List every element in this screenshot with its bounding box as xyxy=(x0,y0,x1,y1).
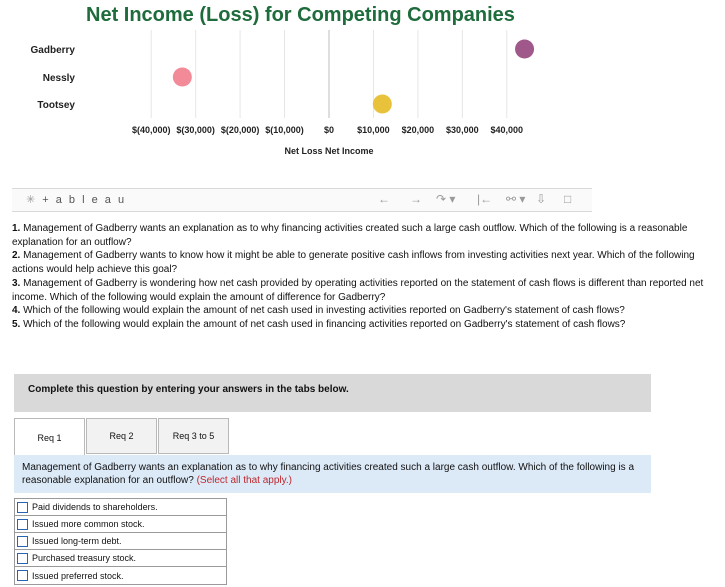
checkbox[interactable] xyxy=(17,570,28,581)
tableau-logo-icon: ✳ xyxy=(26,194,38,206)
instruction-bar xyxy=(14,374,651,412)
question-2: 2. Management of Gadberry wants to know how it might be able to generate positive cash inflows from investing activities next year. Which of the following actions would help achieve this goal? xyxy=(12,250,695,276)
prompt-text: Management of Gadberry wants an explanation as to why financing activities created such a large cash outflow. Which of the following is a reasonable explanation for an outflow? (Select all that apply.) xyxy=(22,462,635,486)
data-point[interactable] xyxy=(515,40,534,59)
instruction-text: Complete this question by entering your answers in the tabs below. xyxy=(28,384,349,395)
redo-icon[interactable]: → xyxy=(410,192,422,206)
question-1: 1. Management of Gadberry wants an explanation as to why financing activities created such a large cash outflow. Which of the following is a reasonable explanation for an outflow? xyxy=(12,223,688,248)
tab-req-2[interactable]: Req 2 xyxy=(86,418,157,454)
x-tick-label: $40,000 xyxy=(490,125,524,135)
x-tick-label: $10,000 xyxy=(357,125,390,135)
select-all-note: (Select all that apply.) xyxy=(196,474,292,486)
x-tick-label: $0 xyxy=(323,125,335,135)
option-purchased-treasury-stock[interactable]: Purchased treasury stock. xyxy=(15,550,226,567)
category-label: Gadberry xyxy=(30,45,75,56)
x-tick-label: $20,000 xyxy=(401,125,435,135)
chart-title: Net Income (Loss) for Competing Companies xyxy=(86,4,515,26)
option-issued-long-term-debt[interactable]: Issued long-term debt. xyxy=(15,533,226,550)
answer-options xyxy=(14,498,227,585)
category-label: Nessly xyxy=(42,73,75,84)
tableau-toolbar xyxy=(12,188,592,212)
share-icon[interactable]: ⚯ ▾ xyxy=(506,192,526,206)
reset-icon[interactable]: |← xyxy=(477,192,493,206)
x-tick-labels xyxy=(132,125,523,135)
x-tick-label: $30,000 xyxy=(446,125,479,135)
tab-req-3-to-5[interactable]: Req 3 to 5 xyxy=(158,418,229,454)
category-labels xyxy=(31,45,76,111)
data-point[interactable] xyxy=(373,95,392,114)
checkbox[interactable] xyxy=(17,519,28,530)
option-issued-preferred-stock[interactable]: Issued preferred stock. xyxy=(15,567,226,584)
tab-req-1[interactable]: Req 1 xyxy=(14,418,85,456)
tableau-logo[interactable] xyxy=(26,193,126,206)
tableau-logo-text: + a b l e a u xyxy=(42,194,127,206)
question-4: 4. Which of the following would explain the amount of net cash used in investing activities reported on Gadberry's statement of cash flows? xyxy=(12,305,625,317)
revert-icon[interactable]: ↷ ▾ xyxy=(436,192,456,206)
scatter-chart xyxy=(0,30,725,160)
checkbox[interactable] xyxy=(17,536,28,547)
question-prompt xyxy=(14,455,651,493)
x-tick-label: $(40,000) xyxy=(131,125,171,135)
data-point[interactable] xyxy=(173,68,192,87)
option-issued-common-stock[interactable]: Issued more common stock. xyxy=(15,516,226,533)
x-tick-label: $(30,000) xyxy=(176,125,215,135)
x-axis-title: Net Loss Net Income xyxy=(284,146,374,156)
data-points xyxy=(173,40,534,114)
fullscreen-icon[interactable]: □ xyxy=(564,192,572,206)
question-5: 5. Which of the following would explain the amount of net cash used in financing activities reported on Gadberry's statement of cash flows? xyxy=(12,318,626,330)
undo-icon[interactable]: ← xyxy=(378,192,390,206)
question-3: 3. Management of Gadberry is wondering how net cash provided by operating activities reported on the statement of cash flows is different than reported net income. Which of the following would explain the amount of difference for Gadberry? xyxy=(12,277,704,303)
checkbox[interactable] xyxy=(17,553,28,564)
checkbox[interactable] xyxy=(17,502,28,513)
download-icon[interactable]: ⇩ xyxy=(536,192,547,206)
option-paid-dividends[interactable]: Paid dividends to shareholders. xyxy=(15,499,226,516)
x-tick-label: $(10,000) xyxy=(265,125,304,135)
x-tick-label: $(20,000) xyxy=(220,125,260,135)
grid-lines xyxy=(151,30,507,118)
category-label: Tootsey xyxy=(37,100,75,111)
question-list xyxy=(12,222,712,332)
